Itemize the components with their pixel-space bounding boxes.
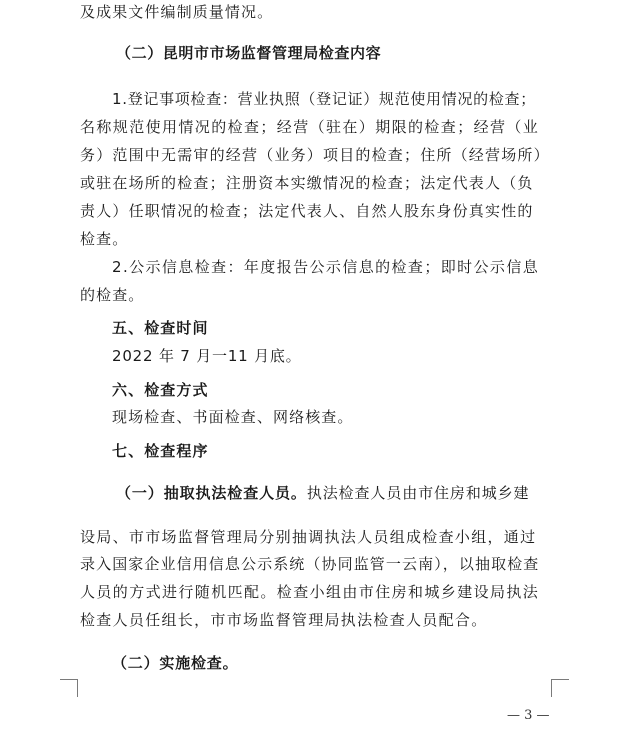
text-line: 2.公示信息检查：年度报告公示信息的检查；即时公示信息 [112, 258, 540, 276]
section-heading: （二）昆明市市场监督管理局检查内容 [116, 44, 382, 62]
text-run: 执法检查人员由市住房和城乡建 [306, 484, 530, 502]
text-line: 人员的方式进行随机匹配。检查小组由市住房和城乡建设局执法 [80, 583, 540, 601]
text-line: 2022 年 7 月一11 月底。 [112, 347, 302, 365]
text-line: 的检查。 [80, 286, 145, 304]
subsection-heading: （二）实施检查。 [112, 654, 239, 672]
text-line: 名称规范使用情况的检查；经营（驻在）期限的检查；经营（业 [80, 118, 540, 136]
section-heading: 六、检查方式 [112, 381, 209, 399]
paragraph-start [116, 483, 529, 503]
text-line: 责人）任职情况的检查；法定代表人、自然人股东身份真实性的 [80, 202, 534, 220]
text-line: 设局、市市场监督管理局分别抽调执法人员组成检查小组，通过 [80, 528, 537, 546]
text-line: 检查。 [80, 230, 129, 248]
text-line: 现场检查、书面检查、网络核查。 [112, 408, 354, 426]
section-heading: 五、检查时间 [112, 319, 209, 337]
text-line: 1.登记事项检查：营业执照（登记证）规范使用情况的检查； [112, 90, 536, 108]
subsection-heading: （一）抽取执法检查人员。 [116, 484, 307, 502]
text-line: 或驻在场所的检查；注册资本实缴情况的检查；法定代表人（负 [80, 174, 534, 192]
text-line: 及成果文件编制质量情况。 [80, 3, 274, 21]
text-line: 务）范围中无需审的经营（业务）项目的检查；住所（经营场所） [80, 146, 550, 164]
crop-mark-right-vertical [551, 679, 552, 697]
text-line: 录入国家企业信用信息公示系统（协同监管一云南），以抽取检查 [80, 555, 540, 573]
crop-mark-left-vertical [77, 679, 78, 697]
page-number: — 3 — [507, 708, 550, 723]
text-line: 检查人员任组长，市市场监督管理局执法检查人员配合。 [80, 611, 488, 629]
section-heading: 七、检查程序 [112, 442, 209, 460]
crop-mark-right-horizontal [551, 679, 569, 680]
crop-mark-left-horizontal [60, 679, 78, 680]
